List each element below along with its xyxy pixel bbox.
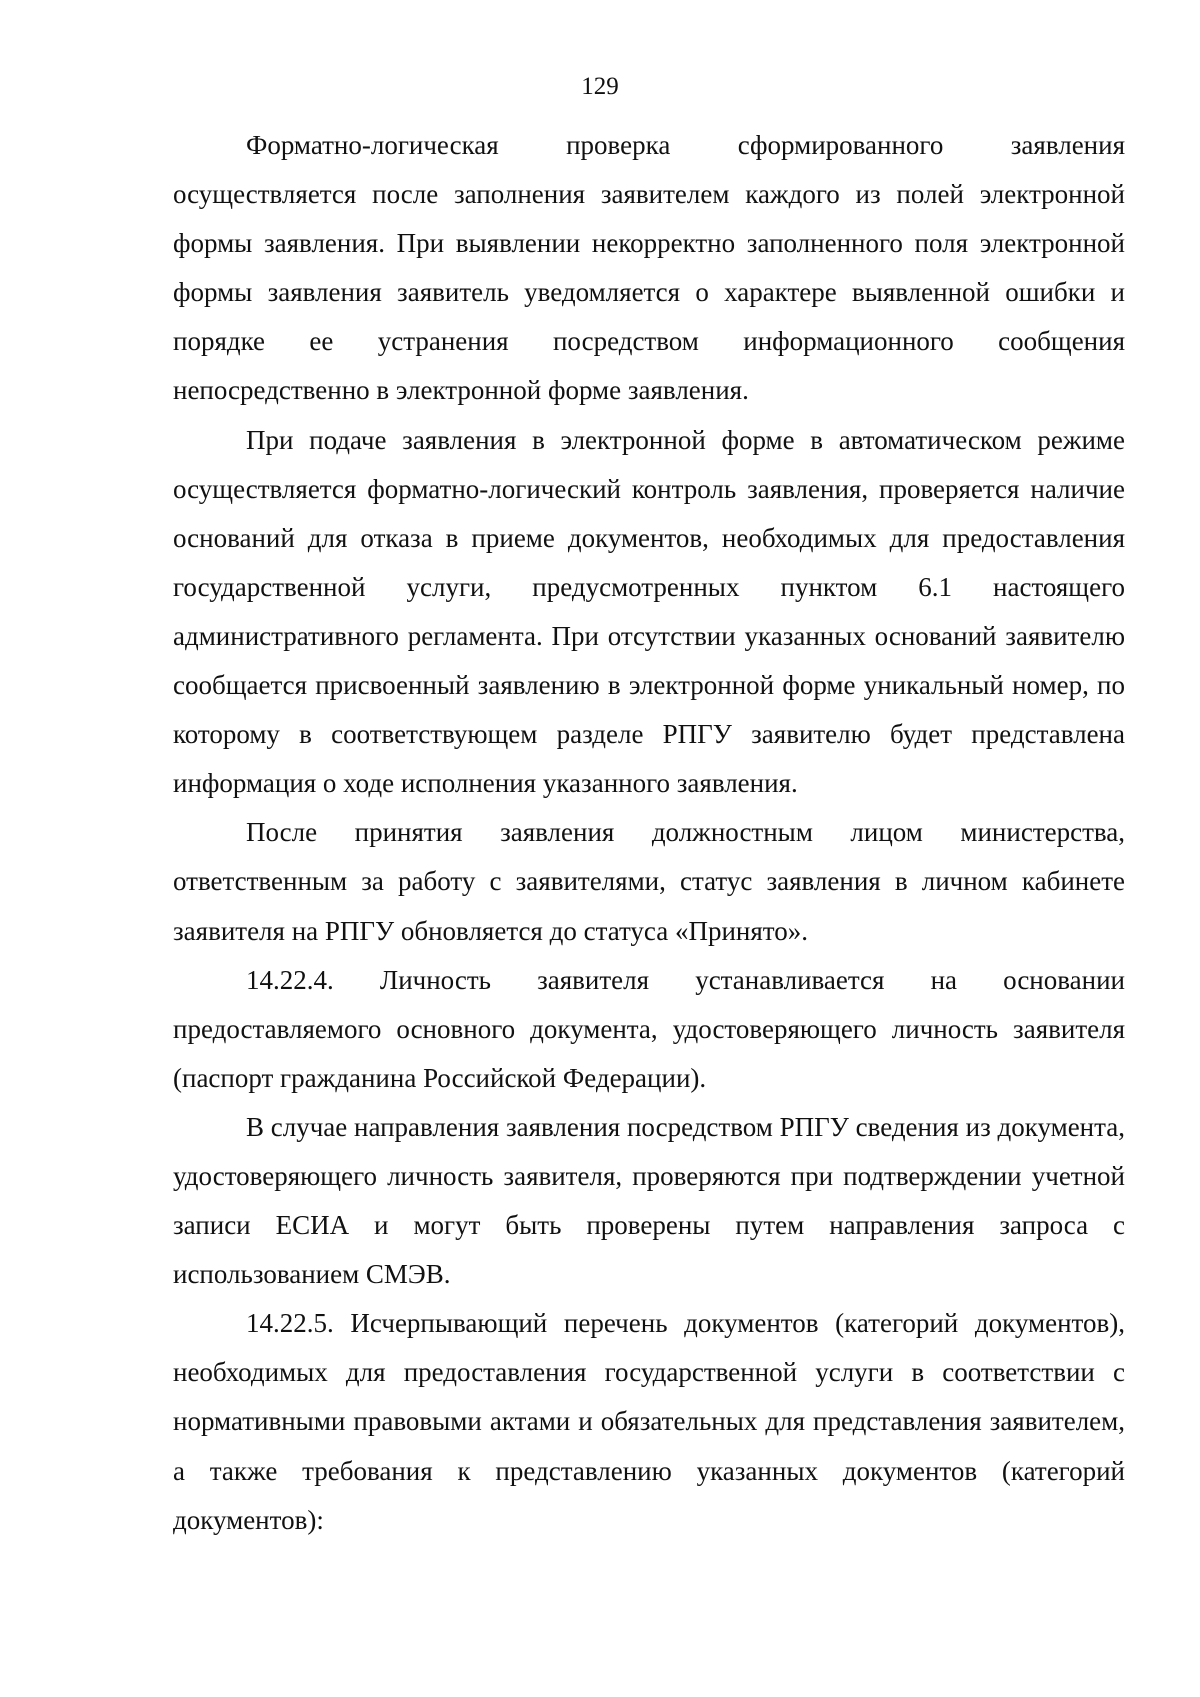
- paragraph-status-accepted: После принятия заявления должностным лицом министерства, ответственным за работу с заявителями, статус заявления в личном кабинете заявителя на РПГУ обновляется до статуса «Принято».: [173, 817, 1125, 946]
- paragraph-format-logic-check: Форматно-логическая проверка сформированного заявления осуществляется после заполнения заявителем каждого из полей электронной формы заявления. При выявлении некорректно заполненного поля электронной формы заявления заявитель уведомляется о характере выявленной ошибки и порядке ее устранения посредством информационного сообщения непосредственно в электронной форме заявления.: [173, 130, 1125, 406]
- paragraph-14-22-5-documents-list: 14.22.5. Исчерпывающий перечень документов (категорий документов), необходимых для предоставления государственной услуги в соответствии с нормативными правовыми актами и обязательных для представления заявителем, а также требования к представлению указанных документов (категорий документов):: [173, 1308, 1125, 1535]
- page-number: 129: [581, 73, 619, 100]
- paragraph-14-22-4-identity: 14.22.4. Личность заявителя устанавливается на основании предоставляемого основного документа, удостоверяющего личность заявителя (паспорт гражданина Российской Федерации).: [173, 964, 1125, 1093]
- paragraph-electronic-submission: При подаче заявления в электронной форме в автоматическом режиме осуществляется форматно-логический контроль заявления, проверяется наличие оснований для отказа в приеме документов, необходимых для предоставления государственной услуги, предусмотренных пунктом 6.1 настоящего административного регламента. При отсутствии указанных оснований заявителю сообщается присвоенный заявлению в электронной форме уникальный номер, по которому в соответствующем разделе РПГУ заявителю будет представлена информация о ходе исполнения указанного заявления.: [173, 424, 1125, 799]
- document-body: [173, 121, 1125, 1545]
- paragraph-identity-verification: В случае направления заявления посредством РПГУ сведения из документа, удостоверяющего личность заявителя, проверяются при подтверждении учетной записи ЕСИА и могут быть проверены путем направления запроса с использованием СМЭВ.: [173, 1111, 1125, 1290]
